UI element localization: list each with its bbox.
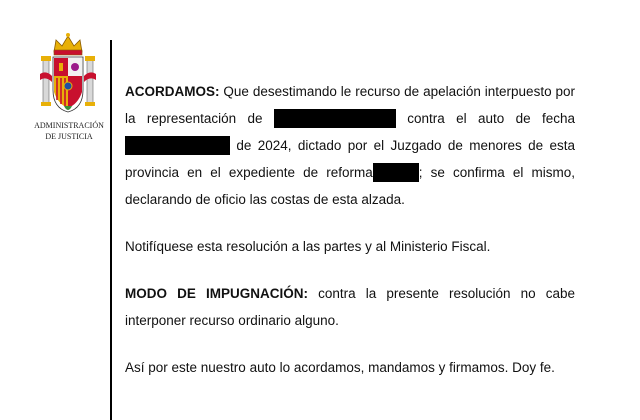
margin-rule xyxy=(110,40,112,420)
organization-line-1: ADMINISTRACIÓN xyxy=(34,121,104,130)
paragraph-appeal-mode xyxy=(125,280,575,334)
paragraph-notification: Notifíquese esta resolución a las partes y al Ministerio Fiscal. xyxy=(125,239,491,254)
resolution-text-1: Que desestimando le recurso de apelación interpuesto por la representación de xyxy=(125,84,575,126)
resolution-text-2: contra el auto de fecha xyxy=(395,111,575,126)
paragraph-resolution xyxy=(125,78,575,213)
organization-line-2: DE JUSTICIA xyxy=(45,132,93,141)
coat-of-arms-of-spain-icon xyxy=(40,30,96,120)
document-body xyxy=(125,78,575,401)
redaction-box xyxy=(373,163,419,182)
appeal-mode-text: contra la presente resolución no cabe interponer recurso ordinario alguno. xyxy=(125,286,575,328)
resolution-text-3: de 2024, dictado por el Juzgado de menores de esta provincia en el expediente de reforma xyxy=(125,138,575,180)
heading-acordamos: ACORDAMOS: xyxy=(125,84,220,99)
heading-modo-impugnacion: MODO DE IMPUGNACIÓN: xyxy=(125,286,308,301)
redaction-box xyxy=(274,109,396,128)
organization-name xyxy=(30,120,108,142)
redaction-box xyxy=(125,136,230,155)
resolution-text-4: ; se confirma el mismo, declarando de oficio las costas de esta alzada. xyxy=(125,165,575,207)
paragraph-closing: Así por este nuestro auto lo acordamos, mandamos y firmamos. Doy fe. xyxy=(125,360,555,375)
